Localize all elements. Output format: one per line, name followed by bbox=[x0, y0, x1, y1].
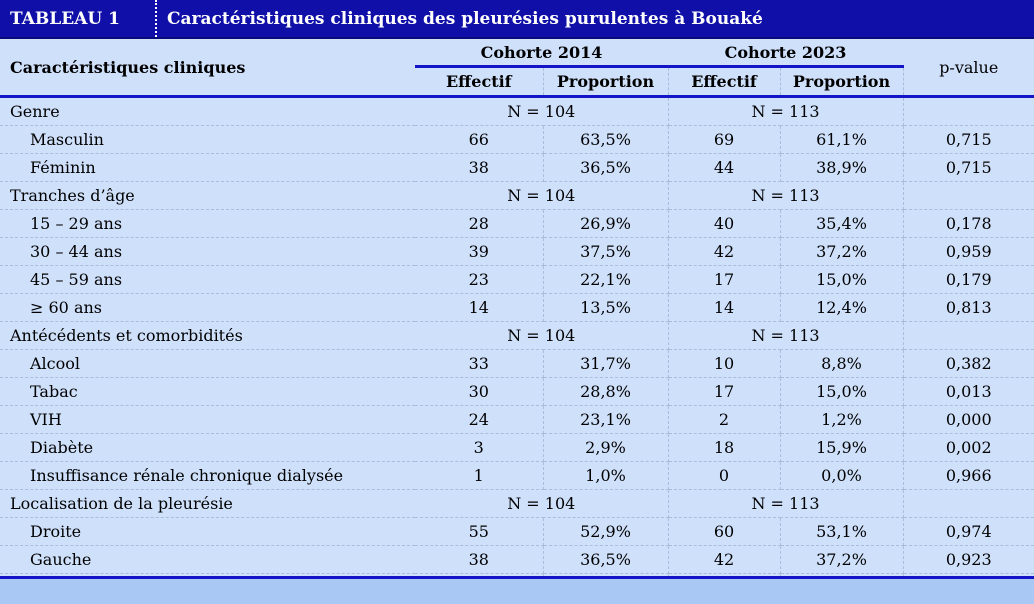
group-label: Tranches d’âge bbox=[0, 182, 415, 210]
group-n-2014: N = 104 bbox=[415, 322, 668, 350]
group-row bbox=[0, 490, 1034, 518]
group-pvalue-empty bbox=[903, 490, 1034, 518]
table-row bbox=[0, 126, 1034, 154]
effectif-2014: 14 bbox=[415, 294, 543, 322]
table-row bbox=[0, 294, 1034, 322]
row-label: Alcool bbox=[0, 350, 415, 378]
proportion-2023: 15,0% bbox=[780, 266, 903, 294]
effectif-2023: 40 bbox=[668, 210, 780, 238]
proportion-2014: 22,1% bbox=[543, 266, 668, 294]
pvalue: 0,178 bbox=[903, 210, 1034, 238]
effectif-2023: 2 bbox=[668, 406, 780, 434]
proportion-2014: 36,5% bbox=[543, 154, 668, 182]
table-row bbox=[0, 434, 1034, 462]
effectif-2014: 38 bbox=[415, 154, 543, 182]
clinical-table bbox=[0, 39, 1034, 602]
proportion-2023: 61,1% bbox=[780, 126, 903, 154]
pvalue: 0,959 bbox=[903, 238, 1034, 266]
table-number: TABLEAU 1 bbox=[0, 0, 157, 37]
effectif-2023-header: Effectif bbox=[668, 67, 780, 97]
row-label: VIH bbox=[0, 406, 415, 434]
proportion-2023: 38,9% bbox=[780, 154, 903, 182]
group-label: Antécédents et comorbidités bbox=[0, 322, 415, 350]
table-row bbox=[0, 462, 1034, 490]
proportion-2014: 37,5% bbox=[543, 238, 668, 266]
cohort-2023-header: Cohorte 2023 bbox=[668, 39, 903, 67]
proportion-2023: 37,2% bbox=[780, 238, 903, 266]
group-pvalue-empty bbox=[903, 97, 1034, 126]
proportion-2023: 8,8% bbox=[780, 350, 903, 378]
row-label: 15 – 29 ans bbox=[0, 210, 415, 238]
pvalue: 0,002 bbox=[903, 434, 1034, 462]
group-n-2023: N = 113 bbox=[668, 182, 903, 210]
effectif-2014: 66 bbox=[415, 126, 543, 154]
proportion-2014: 26,9% bbox=[543, 210, 668, 238]
pvalue: 0,179 bbox=[903, 266, 1034, 294]
characteristic-header: Caractéristiques cliniques bbox=[0, 39, 415, 97]
effectif-2023: 0 bbox=[668, 462, 780, 490]
group-pvalue-empty bbox=[903, 322, 1034, 350]
group-n-2014: N = 104 bbox=[415, 97, 668, 126]
table-row bbox=[0, 350, 1034, 378]
table-row bbox=[0, 238, 1034, 266]
proportion-2023: 12,4% bbox=[780, 294, 903, 322]
row-label: Diabète bbox=[0, 434, 415, 462]
proportion-2014: 23,1% bbox=[543, 406, 668, 434]
proportion-2014: 31,7% bbox=[543, 350, 668, 378]
effectif-2014: 1 bbox=[415, 462, 543, 490]
effectif-2023: 14 bbox=[668, 294, 780, 322]
table-row bbox=[0, 518, 1034, 546]
row-label: 45 – 59 ans bbox=[0, 266, 415, 294]
effectif-2014: 33 bbox=[415, 350, 543, 378]
proportion-2023: 53,1% bbox=[780, 518, 903, 546]
proportion-2014: 28,8% bbox=[543, 378, 668, 406]
proportion-2014: 2,9% bbox=[543, 434, 668, 462]
row-label: ≥ 60 ans bbox=[0, 294, 415, 322]
effectif-2023: 44 bbox=[668, 154, 780, 182]
effectif-2014: 23 bbox=[415, 266, 543, 294]
effectif-2023: 18 bbox=[668, 434, 780, 462]
proportion-2023: 37,2% bbox=[780, 546, 903, 574]
effectif-2014: 30 bbox=[415, 378, 543, 406]
group-n-2014: N = 104 bbox=[415, 490, 668, 518]
table-row bbox=[0, 406, 1034, 434]
proportion-2014: 63,5% bbox=[543, 126, 668, 154]
table-body bbox=[0, 97, 1034, 602]
proportion-2014-header: Proportion bbox=[543, 67, 668, 97]
row-label: Masculin bbox=[0, 126, 415, 154]
effectif-2014-header: Effectif bbox=[415, 67, 543, 97]
group-row bbox=[0, 182, 1034, 210]
pvalue: 0,966 bbox=[903, 462, 1034, 490]
pvalue: 0,715 bbox=[903, 154, 1034, 182]
table-title: Caractéristiques cliniques des pleurésies purulentes à Bouaké bbox=[167, 8, 763, 29]
table-row bbox=[0, 378, 1034, 406]
row-label: Droite bbox=[0, 518, 415, 546]
table-row bbox=[0, 210, 1034, 238]
proportion-2014: 13,5% bbox=[543, 294, 668, 322]
effectif-2023: 10 bbox=[668, 350, 780, 378]
effectif-2023: 42 bbox=[668, 546, 780, 574]
effectif-2014: 55 bbox=[415, 518, 543, 546]
pvalue: 0,000 bbox=[903, 406, 1034, 434]
pvalue-header: p-value bbox=[903, 39, 1034, 97]
table-row bbox=[0, 546, 1034, 574]
pvalue: 0,382 bbox=[903, 350, 1034, 378]
proportion-2023: 15,9% bbox=[780, 434, 903, 462]
row-label: 30 – 44 ans bbox=[0, 238, 415, 266]
proportion-2023: 1,2% bbox=[780, 406, 903, 434]
table-container bbox=[0, 39, 1034, 602]
group-label: Localisation de la pleurésie bbox=[0, 490, 415, 518]
effectif-2014: 38 bbox=[415, 546, 543, 574]
effectif-2023: 60 bbox=[668, 518, 780, 546]
group-row bbox=[0, 97, 1034, 126]
row-label: Tabac bbox=[0, 378, 415, 406]
pvalue: 0,923 bbox=[903, 546, 1034, 574]
table-footer bbox=[0, 579, 1034, 604]
effectif-2023: 17 bbox=[668, 378, 780, 406]
proportion-2023: 35,4% bbox=[780, 210, 903, 238]
group-n-2014: N = 104 bbox=[415, 182, 668, 210]
row-label: Féminin bbox=[0, 154, 415, 182]
pvalue: 0,013 bbox=[903, 378, 1034, 406]
proportion-2014: 52,9% bbox=[543, 518, 668, 546]
effectif-2014: 39 bbox=[415, 238, 543, 266]
proportion-2014: 1,0% bbox=[543, 462, 668, 490]
proportion-2023: 15,0% bbox=[780, 378, 903, 406]
row-label: Insuffisance rénale chronique dialysée bbox=[0, 462, 415, 490]
group-n-2023: N = 113 bbox=[668, 322, 903, 350]
cohort-2014-header: Cohorte 2014 bbox=[415, 39, 668, 67]
proportion-2014: 36,5% bbox=[543, 546, 668, 574]
table-title-bar bbox=[0, 0, 1034, 39]
group-pvalue-empty bbox=[903, 182, 1034, 210]
group-label: Genre bbox=[0, 97, 415, 126]
table-row bbox=[0, 266, 1034, 294]
effectif-2023: 69 bbox=[668, 126, 780, 154]
pvalue: 0,974 bbox=[903, 518, 1034, 546]
pvalue: 0,813 bbox=[903, 294, 1034, 322]
proportion-2023-header: Proportion bbox=[780, 67, 903, 97]
effectif-2014: 3 bbox=[415, 434, 543, 462]
proportion-2023: 0,0% bbox=[780, 462, 903, 490]
row-label: Gauche bbox=[0, 546, 415, 574]
effectif-2023: 42 bbox=[668, 238, 780, 266]
effectif-2014: 28 bbox=[415, 210, 543, 238]
table-row bbox=[0, 154, 1034, 182]
pvalue: 0,715 bbox=[903, 126, 1034, 154]
effectif-2023: 17 bbox=[668, 266, 780, 294]
group-n-2023: N = 113 bbox=[668, 490, 903, 518]
effectif-2014: 24 bbox=[415, 406, 543, 434]
group-row bbox=[0, 322, 1034, 350]
group-n-2023: N = 113 bbox=[668, 97, 903, 126]
